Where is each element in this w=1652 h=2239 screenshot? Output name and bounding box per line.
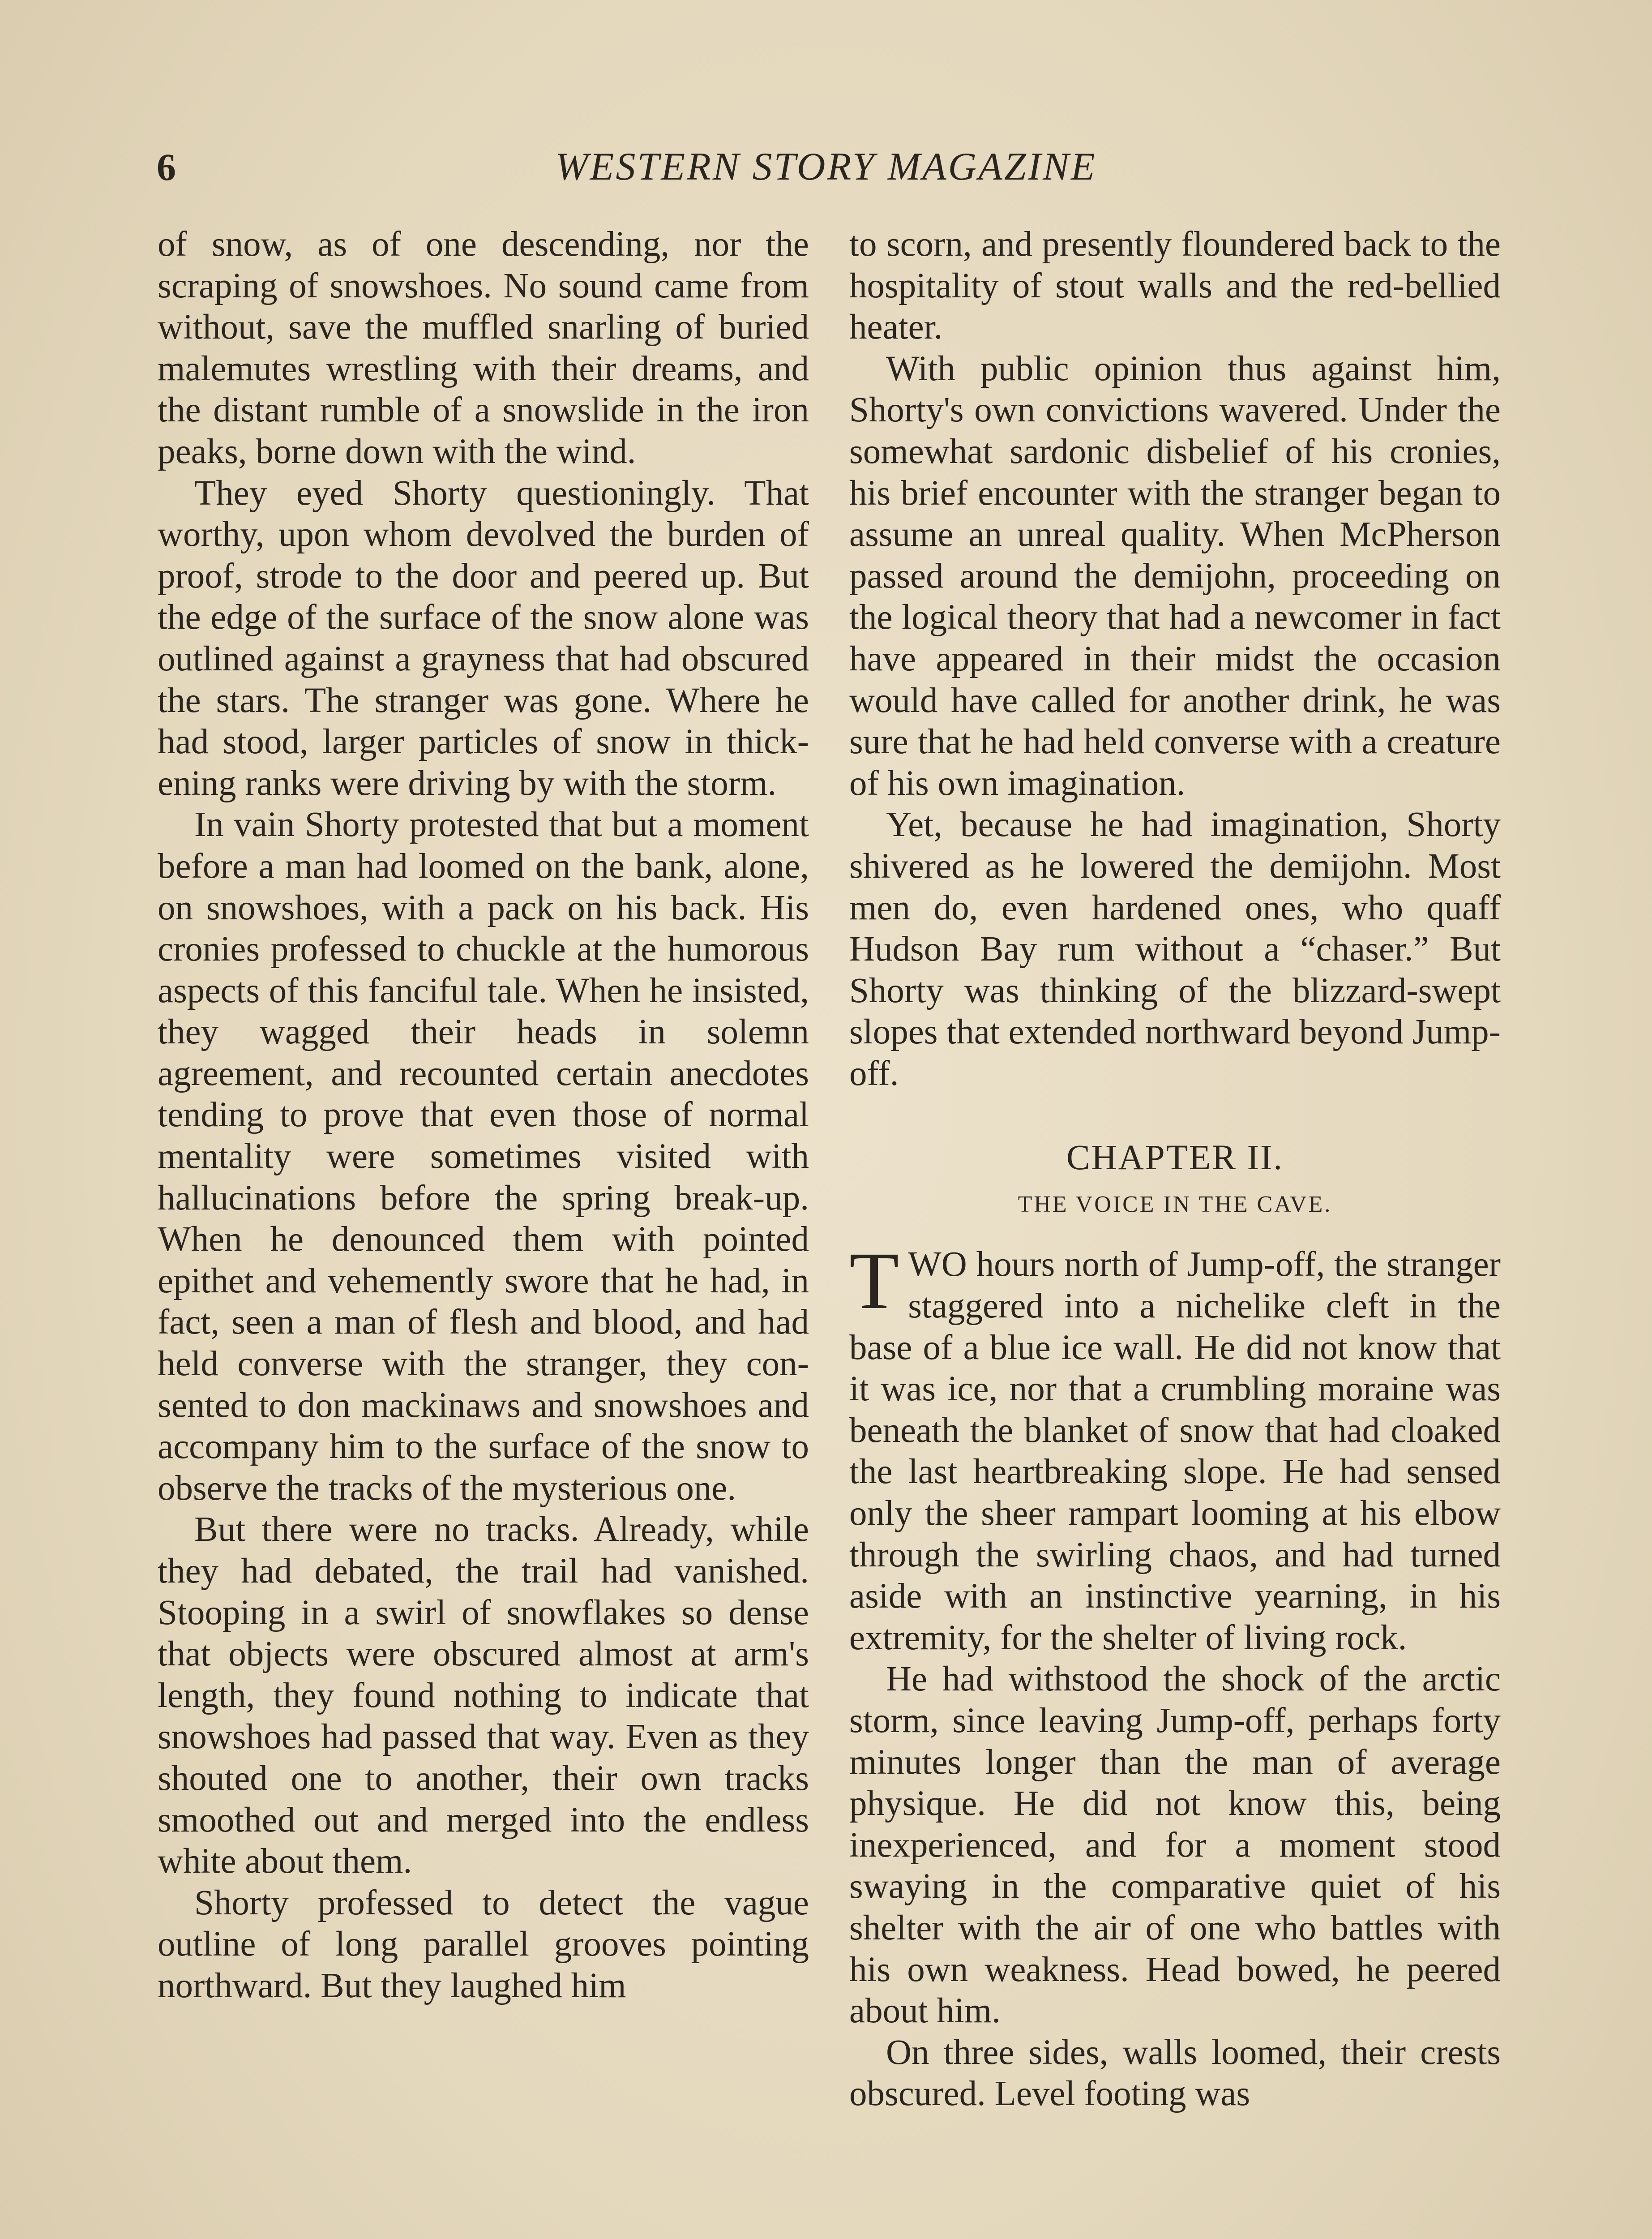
paragraph: Yet, because he had imagination, Shorty shivered as he lowered the demijohn. Most men do, even hardened ones, who quaff Hudson Bay rum without a “chaser.” But Shorty was thinking of the blizzard-swept slopes that extended northward beyond Jump-off. — [849, 805, 1501, 1093]
page-number: 6 — [157, 146, 176, 189]
paragraph: But there were no tracks. Already, while they had debated, the trail had vanished. Stooping in a swirl of snowflakes so dense that objects were obscured almost at arm's length, they found nothing to indicate that snowshoes had passed that way. Even as they shouted one to another, their own tracks smoothed out and merged into the endless white about them. — [158, 1510, 809, 1881]
left-column — [158, 224, 809, 2007]
paragraph: In vain Shorty protested that but a moment before a man had loomed on the bank, alone, on snowshoes, with a pack on his back. His cronies professed to chuckle at the humorous aspects of this fanciful tale. When he insisted, they wagged their heads in solemn agreement, and recounted certain anecdotes tending to prove that even those of normal mentality were sometimes visited with hallucinations before the spring break-up. When he denounced them with pointed epithet and vehemently swore that he had, in fact, seen a man of flesh and blood, and had held converse with the stranger, they consented to don mackinaws and snowshoes and accompany him to the surface of the snow to observe the tracks of the mysterious one. — [158, 805, 809, 1508]
chapter-opening-paragraph — [849, 1236, 1501, 1659]
paragraph: He had withstood the shock of the arctic storm, since leaving Jump-off, perhaps forty minutes longer than the man of average physique. He did not know this, being inexperienced, and for a moment stood swaying in the comparative quiet of his shelter with the air of one who battles with his own weakness. Head bowed, he peered about him. — [849, 1660, 1501, 2031]
paragraph: to scorn, and presently floundered back to the hospitality of stout walls and the red-bellied heater. — [849, 225, 1501, 347]
chapter-subtitle: THE VOICE IN THE CAVE. — [1018, 1192, 1332, 1218]
paragraph: Shorty professed to detect the vague outline of long parallel grooves pointing northward. But they laughed him — [158, 1883, 809, 2005]
chapter-heading: CHAPTER II. — [1066, 1138, 1284, 1178]
paragraph: With public opinion thus against him, Shorty's own convictions wavered. Under the somewhat sardonic disbelief of his cronies, his brief encounter with the stranger began to assume an unreal quality. When McPherson passed around the demijohn, proceeding on the logical theory that had a newcomer in fact have appeared in their midst the occasion would have called for another drink, he was sure that he had held converse with a creature of his own imagination. — [849, 349, 1501, 803]
drop-cap: T — [849, 1236, 899, 1326]
page-header — [157, 142, 1495, 192]
paragraph: of snow, as of one descending, nor the scraping of snowshoes. No sound came from without, save the muffled snarling of buried malemutes wrestling with their dreams, and the distant rumble of a snowslide in the iron peaks, borne down with the wind. — [158, 225, 809, 471]
running-head: WESTERN STORY MAGAZINE — [555, 145, 1097, 189]
right-column — [849, 224, 1501, 2115]
paragraph: On three sides, walls loomed, their crests obscured. Level footing was — [849, 2033, 1501, 2114]
paragraph-text: WO hours north of Jump-off, the stranger staggered into a nichelike cleft in the base of a blue ice wall. He did not know that it was ice, nor that a crumbling moraine was beneath the blanket of snow that had cloaked the last heartbreaking slope. He had sensed only the sheer rampart looming at his elbow through the swirling chaos, and had turned aside with an instinctive yearning, in his extremity, for the shelter of living rock. — [849, 1245, 1501, 1657]
paragraph: They eyed Shorty questioningly. That worthy, upon whom devolved the burden of proof, strode to the door and peered up. But the edge of the surface of the snow alone was outlined against a grayness that had obscured the stars. The stranger was gone. Where he had stood, larger particles of snow in thickening ranks were driving by with the storm. — [158, 473, 809, 803]
